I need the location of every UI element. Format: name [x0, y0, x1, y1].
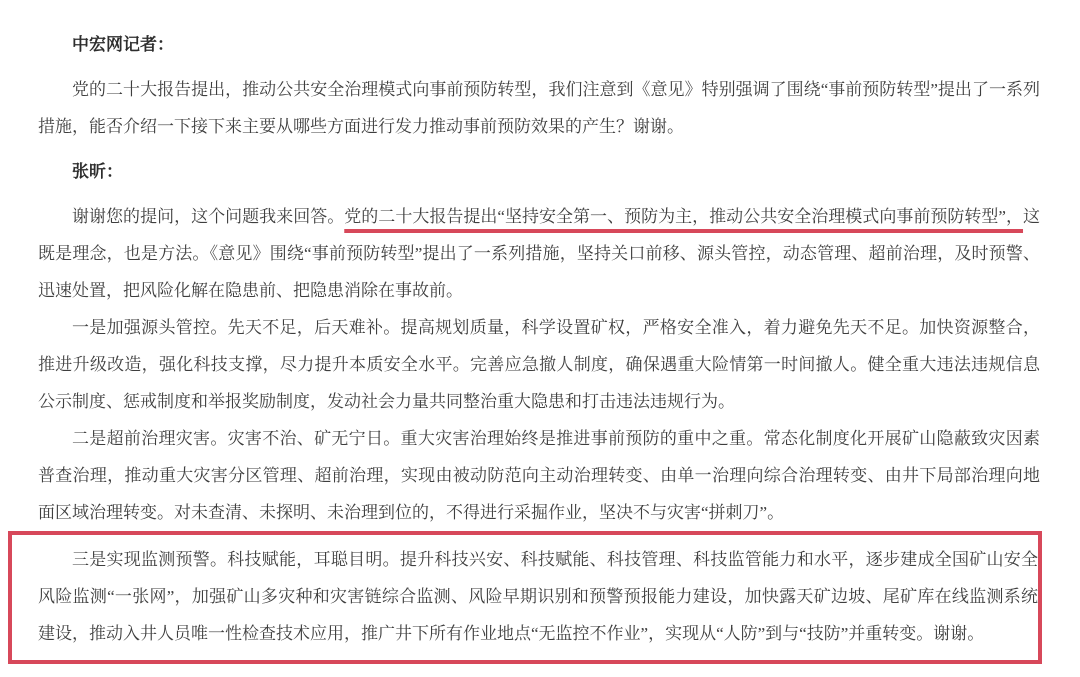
- point-one-paragraph: 一是加强源头管控。先天不足，后天难补。提高规划质量，科学设置矿权，严格安全准入，着力避免先天不足。加快资源整合，推进升级改造，强化科技支撑，尽力提升本质安全水平。完善应急撤人制度，确保遇重大险情第一时间撤人。健全重大违法违规信息公示制度、惩戒制度和举报奖励制度，发动社会力量共同整治重大隐患和打击违法违规行为。: [38, 318, 1040, 411]
- underlined-quote: 党的二十大报告提出“坚持安全第一、预防为主，推动公共安全治理模式向事前预防转型”，: [344, 207, 1024, 226]
- reporter-question: 党的二十大报告提出，推动公共安全治理模式向事前预防转型，我们注意到《意见》特别强调了围绕“事前预防转型”提出了一系列措施，能否介绍一下接下来主要从哪些方面进行发力推动事前预防效果的产生？谢谢。: [38, 80, 1040, 136]
- answer-intro-text: 谢谢您的提问，这个问题我来回答。: [72, 207, 345, 226]
- point-two-paragraph: 二是超前治理灾害。灾害不治、矿无宁日。重大灾害治理始终是推进事前预防的重中之重。常态化制度化开展矿山隐蔽致灾因素普查治理，推动重大灾害分区管理、超前治理，实现由被动防范向主动治理转变、由单一治理向综合治理转变、由井下局部治理向地面区域治理转变。对未查清、未探明、未治理到位的，不得进行采掘作业，坚决不与灾害“拼刺刀”。: [38, 429, 1040, 522]
- answer-intro-rest: 这既是理念，也是方法。《意见》围绕“事前预防转型”提出了一系列措施，坚持关口前移、源头管控，动态管理、超前治理，及时预警、迅速处置，把风险化解在隐患前、把隐患消除在事故前。: [38, 207, 1041, 300]
- speaker-heading: 张昕：: [72, 162, 123, 181]
- point-three-paragraph: 三是实现监测预警。科技赋能，耳聪目明。提升科技兴安、科技赋能、科技管理、科技监管能力和水平，逐步建成全国矿山安全风险监测“一张网”，加强矿山多灾种和灾害链综合监测、风险早期识别和预警预报能力建设，加快露天矿边坡、尾矿库在线监测系统建设，推动入井人员唯一性检查技术应用，推广井下所有作业地点“无监控不作业”，实现从“人防”到与“技防”并重转变。谢谢。: [38, 550, 1038, 643]
- answer-intro-paragraph: [38, 198, 1040, 309]
- highlighted-box: [8, 531, 1042, 664]
- reporter-heading: 中宏网记者：: [72, 35, 174, 54]
